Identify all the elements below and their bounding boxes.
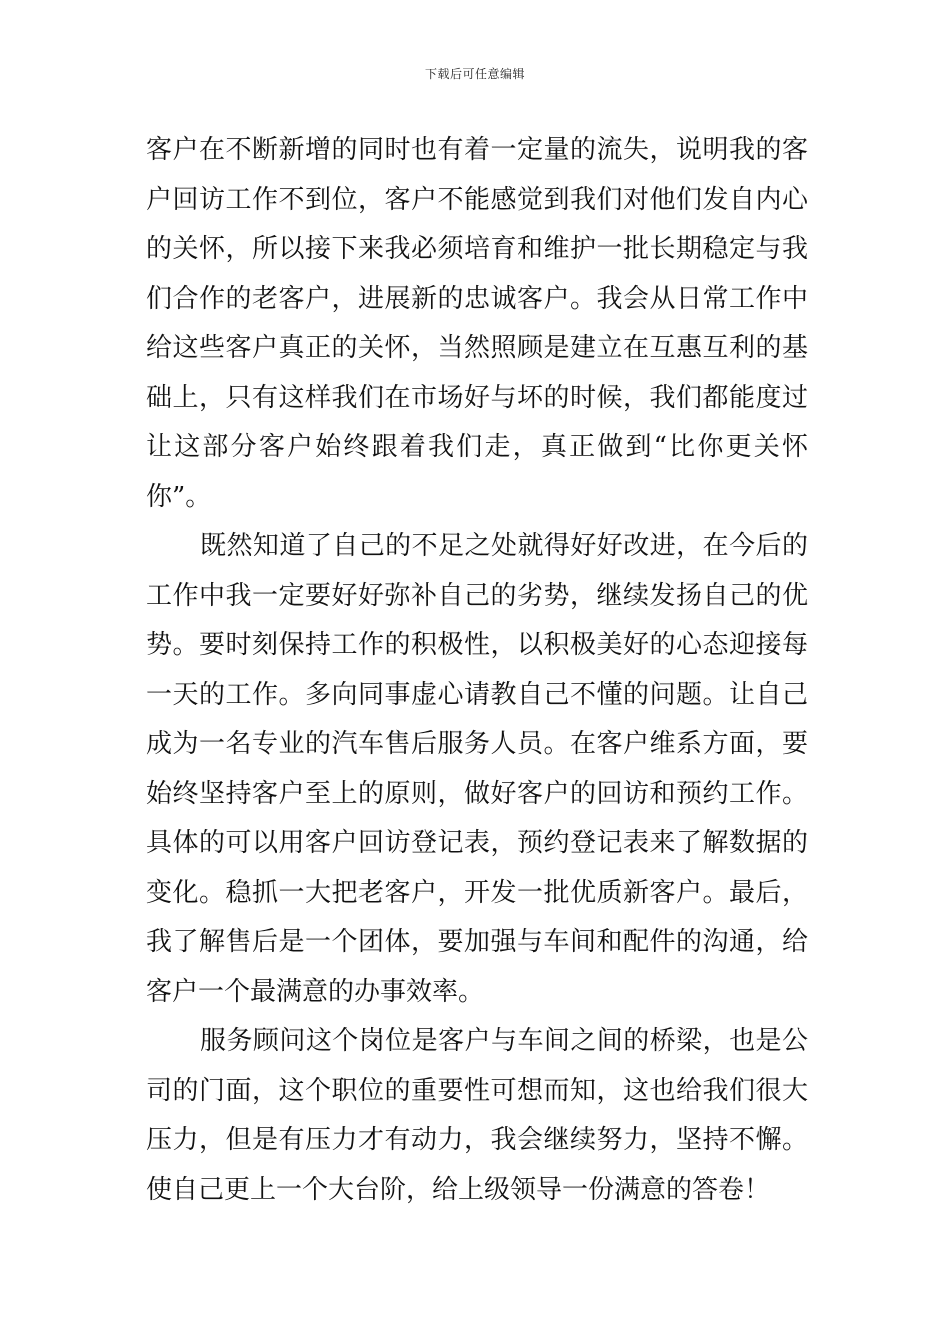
text-line: 工作中我一定要好好弥补自己的劣势，继续发扬自己的优 — [146, 580, 808, 611]
text-line: 司的门面，这个职位的重要性可想而知，这也给我们很大 — [146, 1075, 808, 1106]
text-line: 让这部分客户始终跟着我们走，真正做到“比你更关怀 — [146, 432, 808, 462]
text-line: 客户一个最满意的办事效率。 — [146, 976, 485, 1007]
text-line: 成为一名专业的汽车售后服务人员。在客户维系方面，要 — [146, 729, 808, 759]
paragraph-1 — [146, 126, 808, 522]
body-text — [146, 126, 808, 1215]
paragraph-3 — [146, 1017, 808, 1215]
text-line: 既然知道了自己的不足之处就得好好改进，在今后的 — [200, 531, 808, 561]
text-line: 变化。稳抓一大把老客户，开发一批优质新客户。最后， — [146, 877, 808, 908]
text-line: 础上，只有这样我们在市场好与坏的时候，我们都能度过 — [146, 382, 808, 413]
text-line: 服务顾问这个岗位是客户与车间之间的桥梁，也是公 — [200, 1026, 808, 1056]
text-line: 你”。 — [146, 481, 212, 512]
paragraph-2 — [146, 522, 808, 1017]
text-line: 们合作的老客户，进展新的忠诚客户。我会从日常工作中 — [146, 283, 808, 314]
text-line: 户回访工作不到位，客户不能感觉到我们对他们发自内心 — [146, 184, 808, 215]
text-line: 使自己更上一个大台阶，给上级领导一份满意的答卷！ — [146, 1174, 771, 1205]
text-line: 客户在不断新增的同时也有着一定量的流失，说明我的客 — [146, 135, 808, 165]
text-line: 我了解售后是一个团体，要加强与车间和配件的沟通，给 — [146, 927, 808, 957]
text-line: 始终坚持客户至上的原则，做好客户的回访和预约工作。 — [146, 778, 808, 809]
text-line: 给这些客户真正的关怀，当然照顾是建立在互惠互利的基 — [146, 333, 808, 363]
text-line: 压力，但是有压力才有动力，我会继续努力，坚持不懈。 — [146, 1125, 808, 1155]
text-line: 具体的可以用客户回访登记表，预约登记表来了解数据的 — [146, 828, 808, 858]
text-line: 一天的工作。多向同事虚心请教自己不懂的问题。让自己 — [146, 679, 808, 710]
text-line: 的关怀，所以接下来我必须培育和维护一批长期稳定与我 — [146, 234, 808, 264]
text-line: 势。要时刻保持工作的积极性，以积极美好的心态迎接每 — [146, 630, 808, 660]
page-header: 下载后可任意编辑 — [424, 67, 525, 81]
